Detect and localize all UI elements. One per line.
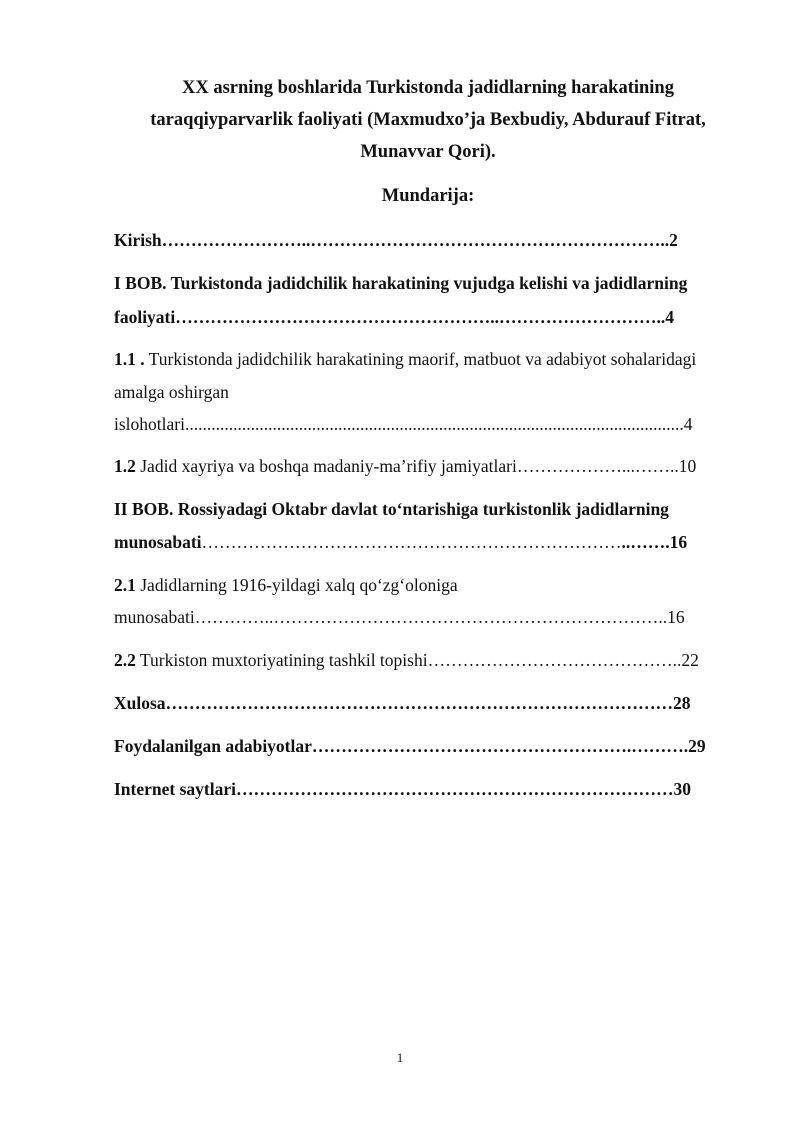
toc-entry-1-1-line1: [114, 347, 696, 371]
section-title: Jadidlarning 1916-yildagi xalq qo‘zg‘oloniga: [135, 575, 458, 595]
toc-entry-1-2: [114, 454, 696, 478]
title-line-1: XX asrning boshlarida Turkistonda jadidlarning harakatining: [182, 78, 674, 98]
toc-entry-bob1-line1: I BOB. Turkistonda jadidchilik harakatining vujudga kelishi va jadidlarning: [114, 273, 688, 293]
page-ref: ..…….16: [621, 532, 688, 552]
section-title-continued: islohotlari..................................................................................................................4: [114, 414, 693, 434]
section-number: 1.1 .: [114, 349, 145, 369]
page-number: 1: [396, 1050, 404, 1065]
toc-heading: Mundarija:: [381, 186, 475, 206]
document-title: [100, 72, 756, 168]
toc-entry-bob2-line1: II BOB. Rossiyadagi Oktabr davlat to‘ntarishiga turkistonlik jadidlarning: [114, 499, 669, 519]
toc-entry-2-2: [114, 648, 699, 672]
section-title: Jadid xayriya va boshqa madaniy-ma’rifiy jamiyatlari………………...……..10: [135, 456, 697, 476]
toc-entry-1-1-line2: amalga oshirgan: [114, 382, 229, 402]
toc-entry-kirish: Kirish……………………..……………………………………………………..2: [114, 230, 678, 250]
toc-entry-1-1-line3: [114, 412, 692, 436]
section-number: 2.1: [114, 575, 136, 595]
toc-entry-foydalanilgan: Foydalanilgan adabiyotlar……………………………………………….……….29: [114, 736, 706, 756]
title-line-3: Munavvar Qori).: [360, 142, 496, 162]
toc-entry-2-1-line2: munosabati…………..…………………………………………………………..16: [114, 607, 685, 627]
title-line-2: taraqqiyparvarlik faoliyati (Maxmudxo’ja Bexbudiy, Abdurauf Fitrat,: [150, 110, 706, 130]
leader-dots: ………………………………………………………………: [201, 532, 622, 552]
toc-entry-internet: Internet saytlari…………………………………………………………………30: [114, 779, 691, 799]
chapter-title: munosabati: [114, 532, 202, 552]
toc-entry-xulosa: Xulosa……………………………………………………………………………28: [114, 693, 691, 713]
toc-entry-2-1-line1: [114, 573, 458, 597]
section-number: 2.2: [114, 650, 136, 670]
section-number: 1.2: [114, 456, 136, 476]
section-title: Turkiston muxtoriyatining tashkil topishi……………………………………..22: [135, 650, 699, 670]
toc-entry-bob1-line2: faoliyati………………………………………………..………………………..4: [114, 307, 674, 327]
toc-entry-bob2-line2: [114, 530, 687, 554]
section-title: Turkistonda jadidchilik harakatining maorif, matbuot va adabiyot sohalaridagi: [144, 349, 697, 369]
